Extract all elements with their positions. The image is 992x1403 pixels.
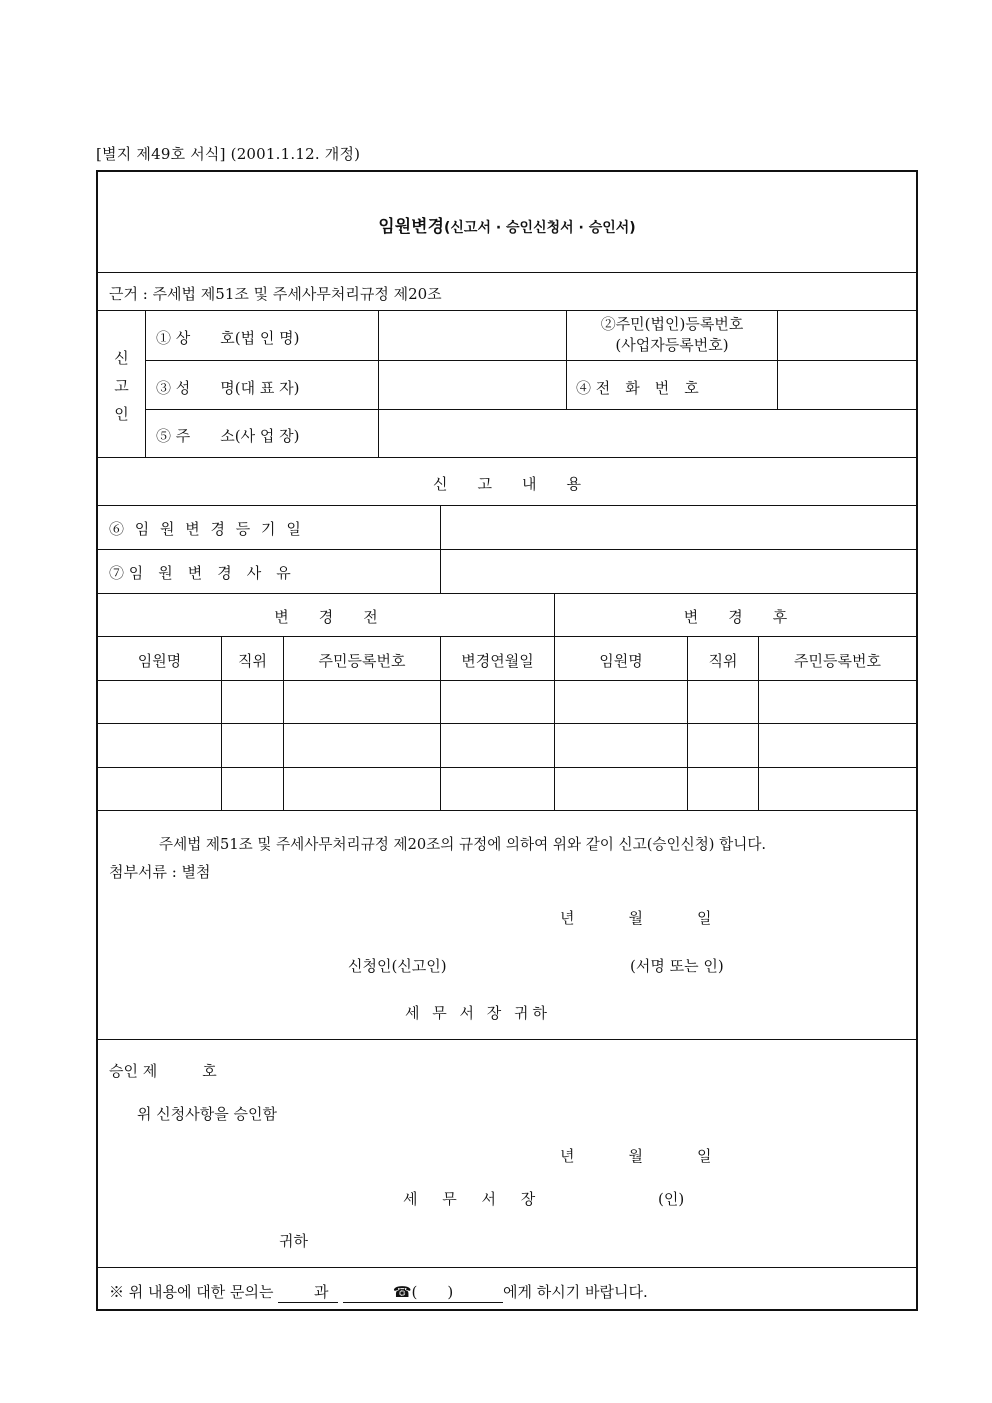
applicant-label: [98, 344, 145, 428]
registration-number-label-line2: (사업자등록번호): [615, 336, 729, 354]
applicant-signature-label: 신청인(신고인): [348, 957, 447, 975]
column-header: 임원명: [599, 652, 643, 670]
report-section-title: 신 고 내 용: [433, 475, 581, 493]
phone-field[interactable]: [778, 361, 915, 408]
inquiry-footer: [109, 1281, 648, 1303]
divider: [98, 1039, 916, 1040]
contact-blank[interactable]: [343, 1281, 503, 1303]
trade-name-label: ① 상 호(법 인 명): [156, 329, 300, 347]
title-sub: (신고서 · 승인신청서 · 승인서): [444, 220, 636, 236]
representative-name-label: ③ 성 명(대 표 자): [156, 379, 300, 397]
approval-number: 승인 제 호: [109, 1062, 217, 1080]
footer-suffix: 에게 하시기 바랍니다.: [503, 1283, 648, 1301]
registration-number-field[interactable]: [778, 311, 915, 359]
declaration-date: 년 월 일: [560, 909, 720, 927]
change-date-label: ⑥ 임 원 변 경 등 기 일: [109, 520, 304, 538]
applicant-label-char: 신: [114, 349, 129, 367]
declaration-addressee: 세 무 서 장 귀하: [405, 1004, 552, 1022]
column-header: 변경연월일: [461, 652, 534, 670]
registration-number-label: [567, 314, 777, 356]
change-reason-field[interactable]: [441, 550, 915, 592]
address-field[interactable]: [379, 410, 915, 456]
before-change-header: 변 경 전: [274, 608, 378, 626]
approval-addressee: 귀하: [279, 1232, 308, 1250]
applicant-label-char: 인: [114, 405, 129, 423]
change-reason-label: ⑦ 임 원 변 경 사 유: [109, 564, 291, 582]
applicant-label-char: 고: [114, 377, 129, 395]
approval-text: 위 신청사항을 승인함: [137, 1105, 277, 1123]
title-main: 임원변경: [378, 217, 444, 237]
trade-name-field[interactable]: [379, 311, 565, 359]
table-row[interactable]: [98, 768, 916, 810]
column-header: 직위: [708, 652, 738, 670]
address-label: ⑤ 주 소(사 업 장): [156, 427, 300, 445]
divider: [98, 457, 916, 458]
representative-name-field[interactable]: [379, 361, 565, 408]
form-container: [96, 170, 918, 1311]
attachments-label: 첨부서류 : 별첨: [109, 863, 211, 881]
footer-prefix: ※ 위 내용에 대한 문의는: [109, 1283, 274, 1301]
divider: [98, 1267, 916, 1268]
divider: [98, 272, 916, 273]
column-header: 임원명: [137, 652, 182, 670]
department-suffix: 과: [314, 1283, 329, 1301]
after-change-header: 변 경 후: [683, 608, 788, 626]
divider: [98, 810, 916, 811]
divider: [98, 593, 916, 594]
tax-office-chief: 세 무 서 장: [403, 1190, 546, 1208]
registration-number-label-line1: ②주민(법인)등록번호: [600, 315, 744, 333]
phone-label: ④ 전 화 번 호: [576, 379, 699, 397]
signature-or-seal: (서명 또는 인): [630, 957, 724, 975]
approval-date: 년 월 일: [560, 1147, 720, 1165]
change-date-field[interactable]: [441, 506, 915, 548]
declaration-statement: 주세법 제51조 및 주세사무처리규정 제20조의 규정에 의하여 위와 같이 신고(승인신청) 합니다.: [159, 836, 767, 853]
column-header: 주민등록번호: [794, 652, 881, 670]
column-header: 직위: [238, 652, 267, 670]
table-row[interactable]: [98, 724, 916, 766]
basis-text: 근거 : 주세법 제51조 및 주세사무처리규정 제20조: [109, 285, 442, 303]
approval-seal: (인): [658, 1190, 685, 1208]
column-header: 주민등록번호: [318, 652, 406, 670]
form-title: [98, 212, 916, 237]
form-number: [별지 제49호 서식] (2001.1.12. 개정): [96, 145, 361, 163]
department-blank[interactable]: [278, 1281, 338, 1303]
divider: [145, 310, 146, 457]
table-row[interactable]: [98, 681, 916, 723]
phone-icon-text: ☎( ): [392, 1283, 454, 1301]
